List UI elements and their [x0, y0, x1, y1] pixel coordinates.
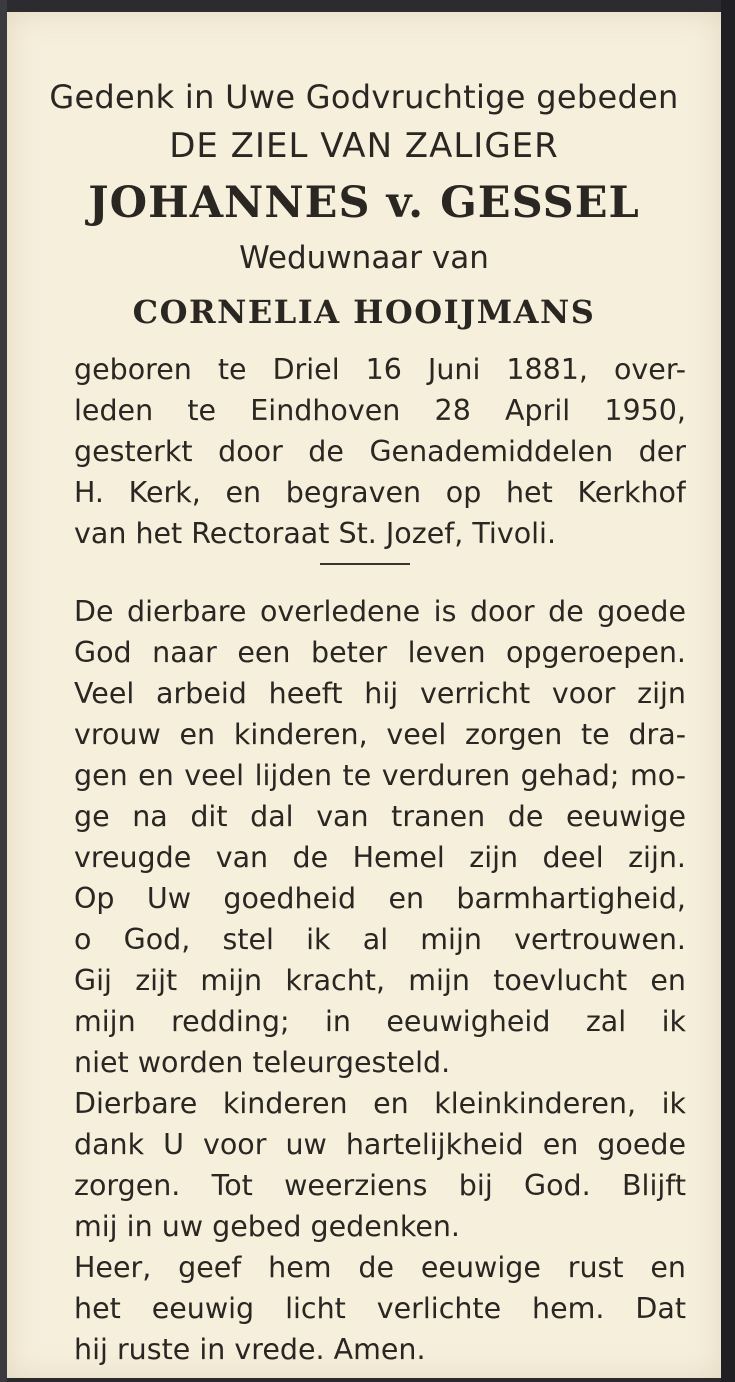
section-divider — [320, 563, 410, 565]
bio-line: van het Rectoraat St. Jozef, Tivoli. — [74, 517, 557, 550]
prayer-line: Veel arbeid heeft hij verricht voor zijn — [74, 677, 686, 710]
deceased-name: JOHANNES v. GESSEL — [88, 178, 640, 228]
prayer-line: De dierbare overledene is door de goede — [74, 595, 686, 628]
prayer-line: dank U voor uw hartelijkheid en goede — [74, 1128, 686, 1161]
scan-edge-left — [0, 0, 7, 1382]
prayer-line: Heer, geef hem de eeuwige rust en — [74, 1251, 686, 1284]
spouse-name: CORNELIA HOOIJMANS — [132, 293, 596, 331]
prayer-line: vrouw en kinderen, veel zorgen te dra- — [74, 718, 686, 751]
bio-line: leden te Eindhoven 28 April 1950, — [74, 394, 686, 427]
prayer-line: Gij zijt mijn kracht, mijn toevlucht en — [74, 964, 686, 997]
prayer-line: mij in uw gebed gedenken. — [74, 1210, 460, 1243]
bio-line: gesterkt door de Genademiddelen der — [74, 435, 686, 468]
memorial-card — [7, 12, 721, 1378]
prayer-line: God naar een beter leven opgeroepen. — [74, 636, 686, 669]
prayer-line: het eeuwig licht verlichte hem. Dat — [74, 1292, 686, 1325]
prayer-line: hij ruste in vrede. Amen. — [74, 1333, 426, 1366]
bio-line: geboren te Driel 16 Juni 1881, over- — [74, 353, 686, 386]
relation-line: Weduwnaar van — [239, 240, 489, 276]
prayer-line: Op Uw goedheid en barmhartigheid, — [74, 882, 686, 915]
bio-line: H. Kerk, en begraven op het Kerkhof — [74, 476, 686, 509]
soul-line: DE ZIEL VAN ZALIGER — [169, 126, 559, 166]
prayer-line: niet worden teleurgesteld. — [74, 1046, 451, 1079]
prayer-line: vreugde van de Hemel zijn deel zijn. — [74, 841, 686, 874]
prayer-text — [74, 591, 686, 1370]
prayer-line: Dierbare kinderen en kleinkinderen, ik — [74, 1087, 686, 1120]
prayer-line: gen en veel lijden te verduren gehad; mo- — [74, 759, 686, 792]
opening-line: Gedenk in Uwe Godvruchtige gebeden — [49, 78, 679, 116]
prayer-line: mijn redding; in eeuwigheid zal ik — [74, 1005, 686, 1038]
biography-paragraph — [74, 349, 686, 554]
prayer-line: zorgen. Tot weerziens bij God. Blijft — [74, 1169, 686, 1202]
scan-edge-right — [721, 0, 735, 1382]
prayer-line: ge na dit dal van tranen de eeuwige — [74, 800, 686, 833]
prayer-line: o God, stel ik al mijn vertrouwen. — [74, 923, 686, 956]
scan-edge-top — [0, 0, 735, 12]
